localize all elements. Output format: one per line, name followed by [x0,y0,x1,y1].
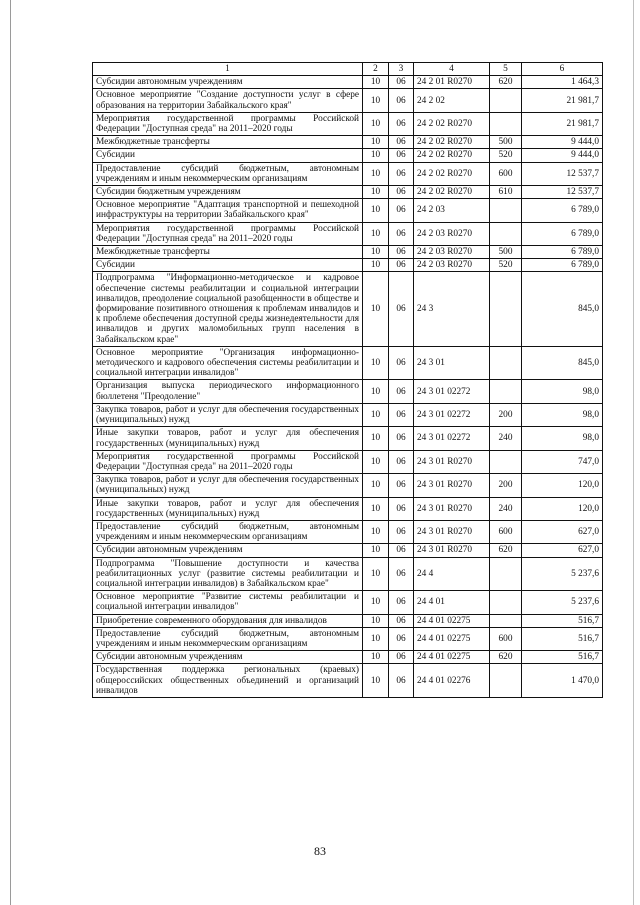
section-code: 10 [363,199,389,222]
section-code: 10 [363,664,389,698]
amount: 9 444,0 [522,149,603,162]
section-code: 10 [363,162,389,185]
table-row [93,557,603,591]
target-article-code: 24 3 01 [414,346,490,380]
table-row [93,89,603,112]
amount: 516,7 [522,627,603,650]
target-article-code: 24 3 01 02272 [414,427,490,450]
target-article-code: 24 3 01 R0270 [414,474,490,497]
amount: 12 537,7 [522,186,603,199]
section-code: 10 [363,222,389,245]
expense-type-code: 610 [490,186,522,199]
table-row [93,450,603,473]
amount: 98,0 [522,380,603,403]
subsection-code: 06 [389,149,414,162]
item-name: Субсидии [93,149,363,162]
target-article-code: 24 2 03 [414,199,490,222]
section-code: 10 [363,259,389,272]
expense-type-code: 620 [490,76,522,89]
amount: 120,0 [522,474,603,497]
target-article-code: 24 3 01 R0270 [414,450,490,473]
subsection-code: 06 [389,199,414,222]
target-article-code: 24 4 01 02275 [414,614,490,627]
amount: 6 789,0 [522,199,603,222]
section-code: 10 [363,497,389,520]
expense-type-code: 500 [490,136,522,149]
section-code: 10 [363,246,389,259]
subsection-code: 06 [389,222,414,245]
section-code: 10 [363,89,389,112]
expense-type-code [490,199,522,222]
item-name: Подпрограмма "Информационно-методическое и кадровое обеспечение системы реабилитации и социальной интеграции инвалидов, преодоление социальной разобщенности в обществе и формирование позитивного отношения к проблемам инвалидов и к проблеме обеспечения доступной среды жизнедеятельности для инвалидов и других маломобильных групп населения в Забайкальском крае" [93,272,363,346]
subsection-code: 06 [389,627,414,650]
expense-type-code: 240 [490,497,522,520]
item-name: Основное мероприятие "Развитие системы реабилитации и социальной интеграции инвалидов" [93,591,363,614]
expense-type-code [490,272,522,346]
expense-type-code: 600 [490,627,522,650]
section-code: 10 [363,272,389,346]
expense-type-code [490,222,522,245]
section-code: 10 [363,450,389,473]
item-name: Организация выпуска периодического информационного бюллетеня "Преодоление" [93,380,363,403]
target-article-code: 24 2 02 [414,89,490,112]
target-article-code: 24 3 [414,272,490,346]
column-header-6: 6 [522,63,603,76]
table-row [93,474,603,497]
item-name: Межбюджетные трансферты [93,136,363,149]
table-row [93,259,603,272]
amount: 6 789,0 [522,222,603,245]
target-article-code: 24 2 03 R0270 [414,259,490,272]
target-article-code: 24 4 01 [414,591,490,614]
amount: 5 237,6 [522,591,603,614]
target-article-code: 24 4 01 02276 [414,664,490,698]
table-row [93,651,603,664]
amount: 21 981,7 [522,112,603,135]
table-row [93,520,603,543]
section-code: 10 [363,614,389,627]
subsection-code: 06 [389,651,414,664]
subsection-code: 06 [389,346,414,380]
item-name: Закупка товаров, работ и услуг для обеспечения государственных (муниципальных) нужд [93,403,363,426]
expense-type-code: 600 [490,520,522,543]
column-header-2: 2 [363,63,389,76]
expense-type-code: 500 [490,246,522,259]
scan-edge-left [10,0,11,905]
subsection-code: 06 [389,136,414,149]
subsection-code: 06 [389,186,414,199]
table-row [93,544,603,557]
amount: 120,0 [522,497,603,520]
item-name: Субсидии автономным учреждениям [93,76,363,89]
column-header-5: 5 [490,63,522,76]
target-article-code: 24 3 01 R0270 [414,544,490,557]
subsection-code: 06 [389,557,414,591]
column-header-3: 3 [389,63,414,76]
table-row [93,136,603,149]
section-code: 10 [363,403,389,426]
table-row [93,162,603,185]
subsection-code: 06 [389,380,414,403]
budget-table [92,62,603,698]
expense-type-code: 240 [490,427,522,450]
subsection-code: 06 [389,427,414,450]
subsection-code: 06 [389,162,414,185]
item-name: Субсидии автономным учреждениям [93,651,363,664]
item-name: Основное мероприятие "Организация информационно-методического и кадрового обеспечения системы реабилитации и социальной интеграции инвалидов" [93,346,363,380]
expense-type-code [490,89,522,112]
subsection-code: 06 [389,272,414,346]
section-code: 10 [363,380,389,403]
table-row [93,427,603,450]
subsection-code: 06 [389,474,414,497]
amount: 627,0 [522,520,603,543]
table-row [93,246,603,259]
table-row [93,76,603,89]
table-row [93,380,603,403]
target-article-code: 24 3 01 02272 [414,380,490,403]
amount: 516,7 [522,651,603,664]
target-article-code: 24 4 01 02275 [414,627,490,650]
item-name: Межбюджетные трансферты [93,246,363,259]
item-name: Предоставление субсидий бюджетным, автономным учреждениям и иным некоммерческим организациям [93,627,363,650]
target-article-code: 24 2 02 R0270 [414,186,490,199]
target-article-code: 24 2 02 R0270 [414,162,490,185]
expense-type-code: 600 [490,162,522,185]
section-code: 10 [363,149,389,162]
item-name: Мероприятия государственной программы Российской Федерации "Доступная среда" на 2011–2020 годы [93,222,363,245]
table-row [93,199,603,222]
section-code: 10 [363,427,389,450]
amount: 98,0 [522,427,603,450]
item-name: Субсидии бюджетным учреждениям [93,186,363,199]
amount: 98,0 [522,403,603,426]
subsection-code: 06 [389,591,414,614]
target-article-code: 24 3 01 R0270 [414,497,490,520]
table-header [93,63,603,76]
section-code: 10 [363,591,389,614]
item-name: Субсидии автономным учреждениям [93,544,363,557]
table-row [93,591,603,614]
expense-type-code [490,557,522,591]
section-code: 10 [363,346,389,380]
amount: 747,0 [522,450,603,473]
amount: 1 470,0 [522,664,603,698]
table-row [93,112,603,135]
scan-edge-right [633,0,634,905]
expense-type-code: 620 [490,651,522,664]
subsection-code: 06 [389,89,414,112]
amount: 6 789,0 [522,259,603,272]
table-row [93,664,603,698]
section-code: 10 [363,76,389,89]
table-row [93,186,603,199]
section-code: 10 [363,186,389,199]
target-article-code: 24 2 02 R0270 [414,149,490,162]
target-article-code: 24 4 [414,557,490,591]
table-body [93,76,603,698]
amount: 9 444,0 [522,136,603,149]
subsection-code: 06 [389,112,414,135]
expense-type-code [490,112,522,135]
amount: 6 789,0 [522,246,603,259]
subsection-code: 06 [389,664,414,698]
amount: 516,7 [522,614,603,627]
section-code: 10 [363,136,389,149]
section-code: 10 [363,651,389,664]
table-row [93,614,603,627]
expense-type-code [490,664,522,698]
expense-type-code [490,591,522,614]
target-article-code: 24 2 02 R0270 [414,136,490,149]
page-number: 83 [314,844,326,858]
subsection-code: 06 [389,520,414,543]
expense-type-code: 520 [490,259,522,272]
item-name: Предоставление субсидий бюджетным, автономным учреждениям и иным некоммерческим организациям [93,162,363,185]
item-name: Государственная поддержка региональных (краевых) общероссийских общественных объединений и организаций инвалидов [93,664,363,698]
subsection-code: 06 [389,259,414,272]
item-name: Мероприятия государственной программы Российской Федерации "Доступная среда" на 2011–2020 годы [93,450,363,473]
section-code: 10 [363,520,389,543]
subsection-code: 06 [389,403,414,426]
target-article-code: 24 2 03 R0270 [414,222,490,245]
subsection-code: 06 [389,544,414,557]
expense-type-code [490,614,522,627]
column-header-4: 4 [414,63,490,76]
section-code: 10 [363,112,389,135]
target-article-code: 24 3 01 R0270 [414,520,490,543]
amount: 627,0 [522,544,603,557]
item-name: Субсидии [93,259,363,272]
expense-type-code [490,380,522,403]
table-row [93,149,603,162]
subsection-code: 06 [389,614,414,627]
expense-type-code: 620 [490,544,522,557]
table-row [93,403,603,426]
table-row [93,346,603,380]
column-header-1: 1 [93,63,363,76]
amount: 845,0 [522,346,603,380]
item-name: Приобретение современного оборудования для инвалидов [93,614,363,627]
item-name: Основное мероприятие "Создание доступности услуг в сфере образования на территории Забайкальского края" [93,89,363,112]
target-article-code: 24 2 03 R0270 [414,246,490,259]
amount: 12 537,7 [522,162,603,185]
expense-type-code [490,346,522,380]
amount: 21 981,7 [522,89,603,112]
subsection-code: 06 [389,76,414,89]
section-code: 10 [363,544,389,557]
subsection-code: 06 [389,497,414,520]
expense-type-code: 200 [490,474,522,497]
item-name: Подпрограмма "Повышение доступности и качества реабилитационных услуг (развитие системы реабилитации и социальной интеграции инвалидов) в Забайкальском крае" [93,557,363,591]
item-name: Предоставление субсидий бюджетным, автономным учреждениям и иным некоммерческим организациям [93,520,363,543]
item-name: Закупка товаров, работ и услуг для обеспечения государственных (муниципальных) нужд [93,474,363,497]
amount: 845,0 [522,272,603,346]
target-article-code: 24 2 01 R0270 [414,76,490,89]
item-name: Иные закупки товаров, работ и услуг для обеспечения государственных (муниципальных) нужд [93,427,363,450]
table-row [93,222,603,245]
amount: 1 464,3 [522,76,603,89]
section-code: 10 [363,557,389,591]
table-row [93,627,603,650]
item-name: Мероприятия государственной программы Российской Федерации "Доступная среда" на 2011–2020 годы [93,112,363,135]
header-row [93,63,603,76]
table-row [93,497,603,520]
section-code: 10 [363,474,389,497]
amount: 5 237,6 [522,557,603,591]
subsection-code: 06 [389,450,414,473]
target-article-code: 24 4 01 02275 [414,651,490,664]
item-name: Иные закупки товаров, работ и услуг для обеспечения государственных (муниципальных) нужд [93,497,363,520]
section-code: 10 [363,627,389,650]
item-name: Основное мероприятие "Адаптация транспортной и пешеходной инфраструктуры на территории Забайкальского края" [93,199,363,222]
subsection-code: 06 [389,246,414,259]
table-row [93,272,603,346]
expense-type-code: 520 [490,149,522,162]
target-article-code: 24 3 01 02272 [414,403,490,426]
target-article-code: 24 2 02 R0270 [414,112,490,135]
expense-type-code: 200 [490,403,522,426]
expense-type-code [490,450,522,473]
